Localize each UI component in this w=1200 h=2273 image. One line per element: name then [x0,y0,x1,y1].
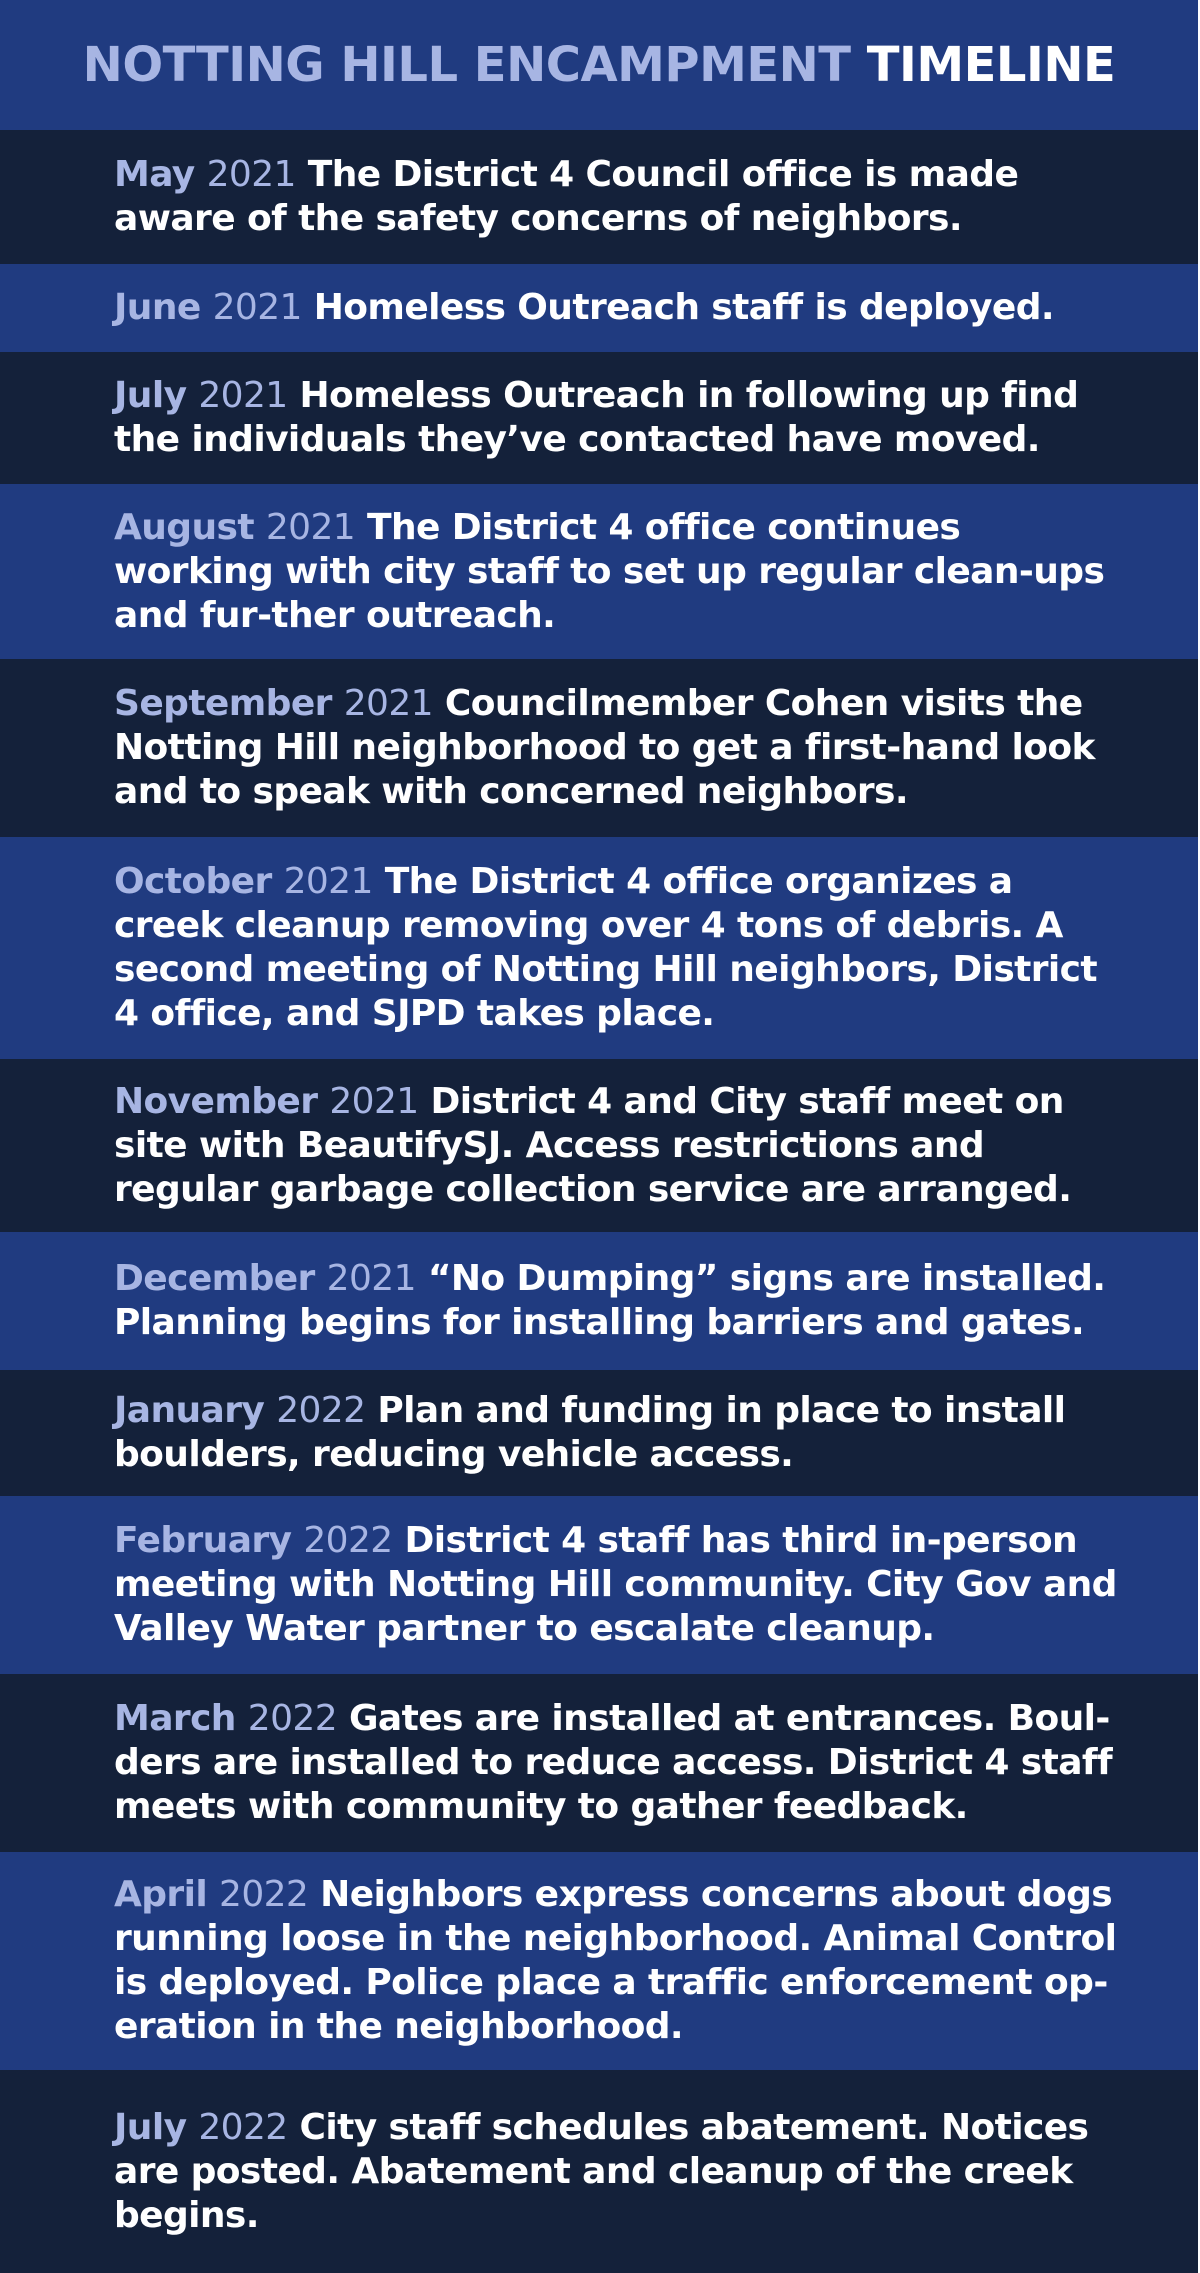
timeline-entry [0,2070,1198,2273]
timeline-list [0,130,1198,2273]
timeline-entry [0,264,1198,352]
entry-month: May [114,154,195,195]
entry-text: Plan and funding in place to install boulders, reducing vehicle access. [114,1390,1066,1475]
entry-month: January [114,1390,265,1431]
entry-text: Neighbors express concerns about dogs running loose in the neighborhood. Animal Control is deployed. Police place a traffic enforcement op-eration in the neighborhood. [114,1874,1117,2047]
entry-year: 2022 [276,1390,366,1431]
entry-month: March [114,1698,236,1739]
entry-text: “No Dumping” signs are installed. Planning begins for installing barriers and gates. [114,1258,1106,1343]
page-title [83,37,1116,93]
timeline-entry [0,659,1198,837]
header [0,0,1198,130]
entry-year: 2021 [265,506,356,548]
entry-year: 2021 [198,375,288,416]
entry-month: February [114,1520,292,1561]
entry-text: District 4 and City staff meet on site with BeautifySJ. Access restrictions and regular garbage collection service are arranged. [114,1080,1072,1210]
timeline-entry [0,1496,1198,1674]
entry-text: Gates are installed at entrances. Boul-ders are installed to reduce access. District 4 staff meets with community to gather feedback. [114,1698,1113,1827]
entry-text: District 4 staff has third in-person meeting with Notting Hill community. City Gov and Valley Water partner to escalate cleanup. [114,1520,1117,1649]
entry-year: 2022 [303,1520,393,1561]
timeline-entry [0,1852,1198,2070]
entry-month: June [114,287,201,328]
entry-year: 2022 [219,1874,309,1915]
entry-year: 2022 [198,2106,288,2148]
entry-month: August [114,506,254,548]
timeline-entry [0,130,1198,264]
entry-year: 2021 [326,1258,416,1299]
entry-text: Councilmember Cohen visits the Notting Hill neighborhood to get a first-hand look and to speak with concerned neighbors. [114,683,1095,812]
entry-text: The District 4 office continues working with city staff to set up regular clean-ups and fur-ther outreach. [114,506,1105,636]
timeline-entry [0,1232,1198,1370]
entry-month: April [114,1874,208,1915]
title-part-2: TIMELINE [866,37,1116,93]
entry-month: September [114,683,332,724]
entry-year: 2021 [283,861,373,902]
timeline-entry [0,1059,1198,1232]
entry-month: July [114,2106,187,2148]
entry-year: 2021 [206,154,296,195]
entry-text: The District 4 office organizes a creek cleanup removing over 4 tons of debris. A second meeting of Notting Hill neighbors, District 4 office, and SJPD takes place. [114,861,1098,1034]
timeline-entry [0,352,1198,484]
timeline-entry [0,837,1198,1059]
timeline-entry [0,1674,1198,1852]
entry-year: 2022 [247,1698,337,1739]
entry-year: 2021 [329,1080,419,1122]
entry-text: Homeless Outreach in following up find the individuals they’ve contacted have moved. [114,375,1079,460]
entry-month: December [114,1258,315,1299]
entry-text: Homeless Outreach staff is deployed. [313,287,1054,328]
entry-month: July [114,375,187,416]
timeline-entry [0,1370,1198,1496]
entry-month: November [114,1080,318,1122]
title-part-1: NOTTING HILL ENCAMPMENT [82,37,851,93]
entry-text: City staff schedules abatement. Notices are posted. Abatement and cleanup of the creek begins. [114,2106,1089,2236]
timeline-entry [0,484,1198,659]
entry-text: The District 4 Council office is made aware of the safety concerns of neighbors. [114,154,1019,239]
entry-year: 2021 [343,683,433,724]
entry-year: 2021 [212,287,302,328]
entry-month: October [114,861,272,902]
